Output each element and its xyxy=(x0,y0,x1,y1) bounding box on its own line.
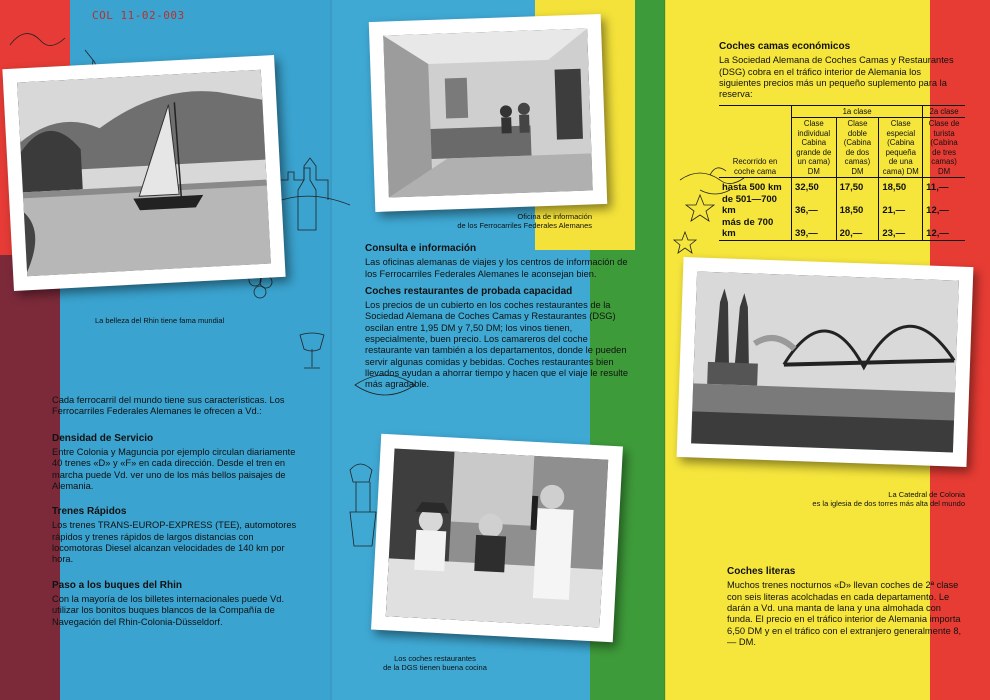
row-value: 18,50 xyxy=(879,178,923,194)
col-header-turista: Clase de turista (Cabina de tres camas) DM xyxy=(923,118,965,178)
group-2a-header: 2a clase xyxy=(923,105,965,118)
row-route: hasta 500 km xyxy=(722,182,782,193)
caption-office-line2: de los Ferrocarriles Federales Alemanes xyxy=(457,221,592,231)
body-coches-literas: Muchos trenes nocturnos «D» llevan coches de 2ª clase con seis literas acolchadas en cada departamento. Le darán a Vd. una manta de lana y una almohada con funda. El precio en el tráfico interior de Alemania importa 6,50 DM y en el tráfico con el extranjero generalmente 8,— DM. xyxy=(727,580,962,647)
table-row xyxy=(719,178,965,194)
heading-coches-restaurantes: Coches restaurantes de probada capacidad xyxy=(365,285,573,297)
col-header-especial: Clase especial (Cabina pequeña de una cama) DM xyxy=(879,118,923,178)
caption-cathedral-line1: La Catedral de Colonia xyxy=(888,490,965,499)
row-value: 11,— xyxy=(923,178,965,194)
row-value: 20,— xyxy=(836,217,879,241)
caption-dining-line2: de la DGS tienen buena cocina xyxy=(383,663,487,673)
caption-dining-line1: Los coches restaurantes xyxy=(394,654,476,663)
cathedral-image xyxy=(691,271,959,452)
photo-information-office xyxy=(369,14,607,212)
row-value: 23,— xyxy=(879,217,923,241)
heading-densidad: Densidad de Servicio xyxy=(52,432,154,444)
body-consulta: Las oficinas alemanas de viajes y los centros de información de los Ferrocarriles Federales Alemanes le aconsejan bien. xyxy=(365,257,628,279)
caption-office-line1: Oficina de información xyxy=(517,212,592,221)
row-value: 18,50 xyxy=(836,194,879,217)
intro-paragraph: Cada ferrocarril del mundo tiene sus características. Los Ferrocarriles Federales Alemanes le ofrecen a Vd.: xyxy=(52,395,285,417)
sleeper-price-table xyxy=(719,105,965,241)
rhine-image xyxy=(17,70,271,277)
caption-rhine: La belleza del Rhin tiene fama mundial xyxy=(95,316,225,325)
photo-rhine xyxy=(2,55,285,291)
photo-cologne-cathedral xyxy=(677,257,974,467)
photo-dining-car xyxy=(371,434,623,642)
heading-trenes-rapidos: Trenes Rápidos xyxy=(52,506,127,518)
row-route: de 501—700 km xyxy=(722,193,777,217)
row-value: 32,50 xyxy=(792,178,837,194)
heading-paso-buques: Paso a los buques del Rhin xyxy=(52,579,183,591)
right-panel-camas xyxy=(719,41,965,241)
row-route: más de 700 km xyxy=(719,217,792,241)
caption-cathedral xyxy=(760,490,965,509)
right-panel-literas xyxy=(727,566,967,648)
middle-panel-text xyxy=(365,243,635,391)
archive-annotation: COL 11-02-003 xyxy=(92,9,185,22)
caption-office xyxy=(420,212,592,231)
group-1a-header: 1a clase xyxy=(792,105,923,118)
dining-car-image xyxy=(386,449,608,628)
row-value: 21,— xyxy=(879,194,923,217)
col-header-individual: Clase individual Cabina grande de un cama) DM xyxy=(792,118,837,178)
table-row xyxy=(719,217,965,241)
caption-cathedral-line2: es la iglesia de dos torres más alta del mundo xyxy=(812,499,965,509)
heading-coches-literas: Coches literas xyxy=(727,566,796,577)
caption-dining xyxy=(370,654,500,673)
row-value: 12,— xyxy=(923,217,965,241)
route-header: Recorrido en coche cama xyxy=(732,157,778,176)
body-densidad: Entre Colonia y Maguncia por ejemplo circulan diariamente 40 trenes «D» y «F» en cada dirección. Desde el tren en marcha puede Vd. ver uno de los más bellos paisajes de Alemania. xyxy=(52,446,296,491)
col-header-doble: Clase doble (Cabina de dos camas) DM xyxy=(836,118,879,178)
row-value: 36,— xyxy=(792,194,837,217)
body-trenes-rapidos: Los trenes TRANS-EUROP-EXPRESS (TEE), automotores rápidos y trenes rápidos de largos distancias con locomotoras Diesel alcanzan velocidades de 140 km por hora. xyxy=(52,520,297,565)
office-image xyxy=(383,28,593,197)
row-value: 12,— xyxy=(923,194,965,217)
body-paso-buques: Con la mayoría de los billetes internacionales puede Vd. utilizar los bonitos buques blancos de la Compañía de Navegación del Rhin-Colonia-Düsseldorf. xyxy=(52,593,285,627)
heading-coches-camas: Coches camas económicos xyxy=(719,41,851,52)
heading-consulta: Consulta e información xyxy=(365,243,477,254)
body-coches-camas: La Sociedad Alemana de Coches Camas y Restaurantes (DSG) cobra en el tráfico interior de Alemania los siguientes precios más un pequeño suplemento para la reserva: xyxy=(719,55,954,100)
row-value: 39,— xyxy=(792,217,837,241)
body-coches-restaurantes: Los precios de un cubierto en los coches restaurantes de la Sociedad Alemana de Coches Camas y Restaurantes (DSG) oscilan entre 1,95 DM y 7,50 DM; los vinos tienen, especialmente, buen precio. Los camareros del coche restaurante van también a los departamentos, donde le pueden servir algunas comidas y bebidas. Coches restaurantes bien llevados ayudan a ahorrar tiempo y hacen que el viaje le resulte más agradable. xyxy=(365,300,629,390)
row-value: 17,50 xyxy=(836,178,879,194)
table-row xyxy=(719,194,965,217)
left-panel-text xyxy=(52,395,302,628)
